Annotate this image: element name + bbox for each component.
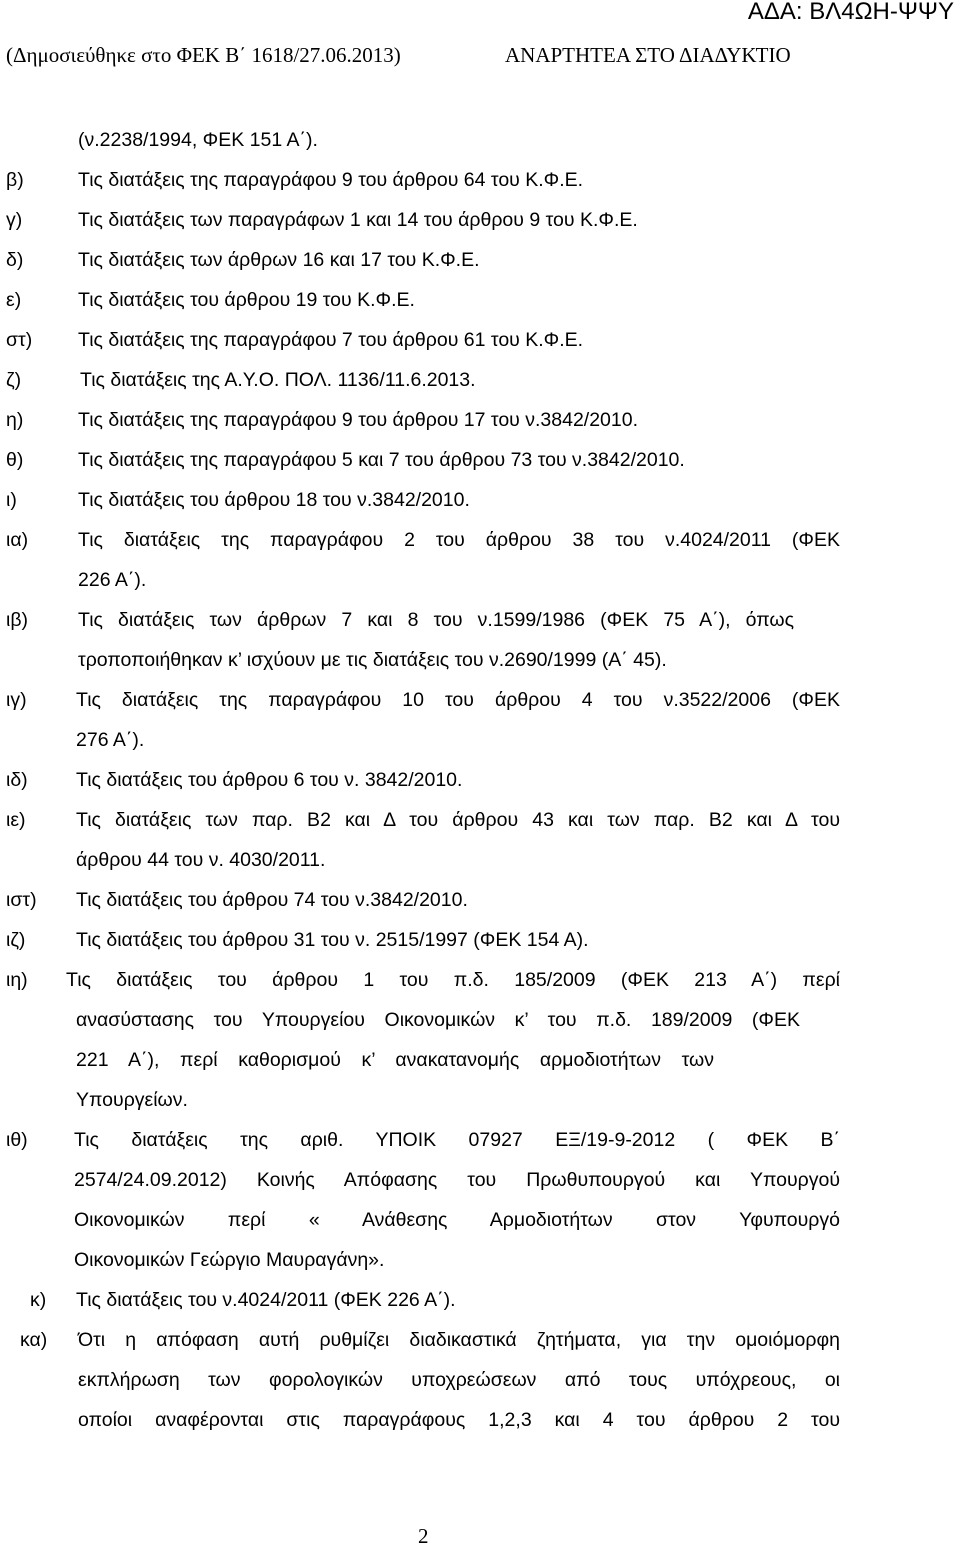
item-text: άρθρου 44 του ν. 4030/2011. xyxy=(76,849,326,871)
item-text: Τις διατάξεις του άρθρου 6 του ν. 3842/2010. xyxy=(76,769,463,791)
publication-note: (Δημοσιεύθηκε στο ΦΕΚ Β΄ 1618/27.06.2013) xyxy=(6,43,401,67)
post-online-note: ΑΝΑΡΤΗΤΕΑ ΣΤΟ ΔΙΑΔΥΚΤΙΟ xyxy=(505,43,791,67)
item-label: ιβ) xyxy=(6,609,29,631)
item-label: ιζ) xyxy=(6,929,26,951)
item-label: ιη) xyxy=(6,969,28,991)
item-text: 2574/24.09.2012) Κοινής Απόφασης του Πρωθυπουργού και Υπουργού xyxy=(74,1169,840,1191)
item-text: Τις διατάξεις των άρθρων 7 και 8 του ν.1599/1986 (ΦΕΚ 75 Α΄), όπως xyxy=(78,609,794,631)
item-text: Τις διατάξεις του άρθρου 19 του Κ.Φ.Ε. xyxy=(78,289,415,311)
item-text: Τις διατάξεις της παραγράφου 10 του άρθρου 4 του ν.3522/2006 (ΦΕΚ xyxy=(76,689,840,711)
item-text: τροποποιήθηκαν κ’ ισχύουν με τις διατάξεις του ν.2690/1999 (Α΄ 45). xyxy=(78,649,667,671)
item-label: η) xyxy=(6,409,24,431)
item-label: δ) xyxy=(6,249,24,271)
item-label: ε) xyxy=(6,289,22,311)
item-label: ιγ) xyxy=(6,689,27,711)
item-text: Τις διατάξεις των παρ. Β2 και Δ του άρθρου 43 και των παρ. Β2 και Δ του xyxy=(76,809,840,831)
item-text: Τις διατάξεις της παραγράφου 7 του άρθρου 61 του Κ.Φ.Ε. xyxy=(78,329,584,351)
item-text: Τις διατάξεις της Α.Υ.Ο. ΠΟΛ. 1136/11.6.2013. xyxy=(80,369,476,391)
item-label: ια) xyxy=(6,529,29,551)
item-text: εκπλήρωση των φορολογικών υποχρεώσεων από τους υπόχρεους, οι xyxy=(78,1369,840,1391)
item-text: Τις διατάξεις του άρθρου 1 του π.δ. 185/2009 (ΦΕΚ 213 Α΄) περί xyxy=(66,969,840,991)
item-label: ιστ) xyxy=(6,889,37,911)
item-text: Τις διατάξεις της αριθ. ΥΠΟΙΚ 07927 ΕΞ/19-9-2012 ( ΦΕΚ Β΄ xyxy=(74,1129,840,1151)
item-text: Υπουργείων. xyxy=(76,1089,188,1111)
item-text: 221 Α΄), περί καθορισμού κ’ ανακατανομής αρμοδιοτήτων των xyxy=(76,1049,714,1071)
item-text: Τις διατάξεις της παραγράφου 2 του άρθρου 38 του ν.4024/2011 (ΦΕΚ xyxy=(78,529,840,551)
page-number: 2 xyxy=(418,1524,429,1548)
item-text: Τις διατάξεις της παραγράφου 9 του άρθρου 64 του Κ.Φ.Ε. xyxy=(78,169,584,191)
item-label: ιθ) xyxy=(6,1129,28,1151)
item-label: ιδ) xyxy=(6,769,28,791)
item-text: 276 Α΄). xyxy=(76,729,145,751)
item-label: θ) xyxy=(6,449,24,471)
item-text: Τις διατάξεις της παραγράφου 5 και 7 του άρθρου 73 του ν.3842/2010. xyxy=(78,449,685,471)
item-text: Ότι η απόφαση αυτή ρυθμίζει διαδικαστικά ζητήματα, για την ομοιόμορφη xyxy=(78,1329,840,1351)
item-label: κα) xyxy=(20,1329,48,1351)
item-text: 226 Α΄). xyxy=(78,569,147,591)
item-text: Οικονομικών Γεώργιο Μαυραγάνη». xyxy=(74,1249,385,1271)
item-label: ιε) xyxy=(6,809,26,831)
item-text: οποίοι αναφέρονται στις παραγράφους 1,2,3 και 4 του άρθρου 2 του xyxy=(78,1409,840,1431)
item-label: στ) xyxy=(6,329,33,351)
item-text: Οικονομικών περί « Ανάθεσης Αρμοδιοτήτων στον Υφυπουργό xyxy=(74,1209,840,1231)
item-label: ι) xyxy=(6,489,17,511)
item-text: Τις διατάξεις της παραγράφου 9 του άρθρου 17 του ν.3842/2010. xyxy=(78,409,639,431)
item-text: Τις διατάξεις των άρθρων 16 και 17 του Κ.Φ.Ε. xyxy=(78,249,480,271)
item-label: κ) xyxy=(30,1289,47,1311)
item-text: Τις διατάξεις του άρθρου 31 του ν. 2515/1997 (ΦΕΚ 154 Α). xyxy=(76,929,589,951)
ada-code: ΑΔΑ: ΒΛ4ΩΗ-ΨΨΥ xyxy=(747,0,954,25)
item-text: Τις διατάξεις των παραγράφων 1 και 14 του άρθρου 9 του Κ.Φ.Ε. xyxy=(78,209,638,231)
item-text: Τις διατάξεις του άρθρου 74 του ν.3842/2010. xyxy=(76,889,468,911)
item-text: Τις διατάξεις του άρθρου 18 του ν.3842/2010. xyxy=(78,489,470,511)
item-text: Τις διατάξεις του ν.4024/2011 (ΦΕΚ 226 Α΄). xyxy=(76,1289,456,1311)
item-label: ζ) xyxy=(6,369,22,391)
item-label: β) xyxy=(6,169,24,191)
item-text: (ν.2238/1994, ΦΕΚ 151 Α΄). xyxy=(78,129,318,151)
item-text: ανασύστασης του Υπουργείου Οικονομικών κ’ του π.δ. 189/2009 (ΦΕΚ xyxy=(76,1009,800,1031)
item-label: γ) xyxy=(6,209,23,231)
